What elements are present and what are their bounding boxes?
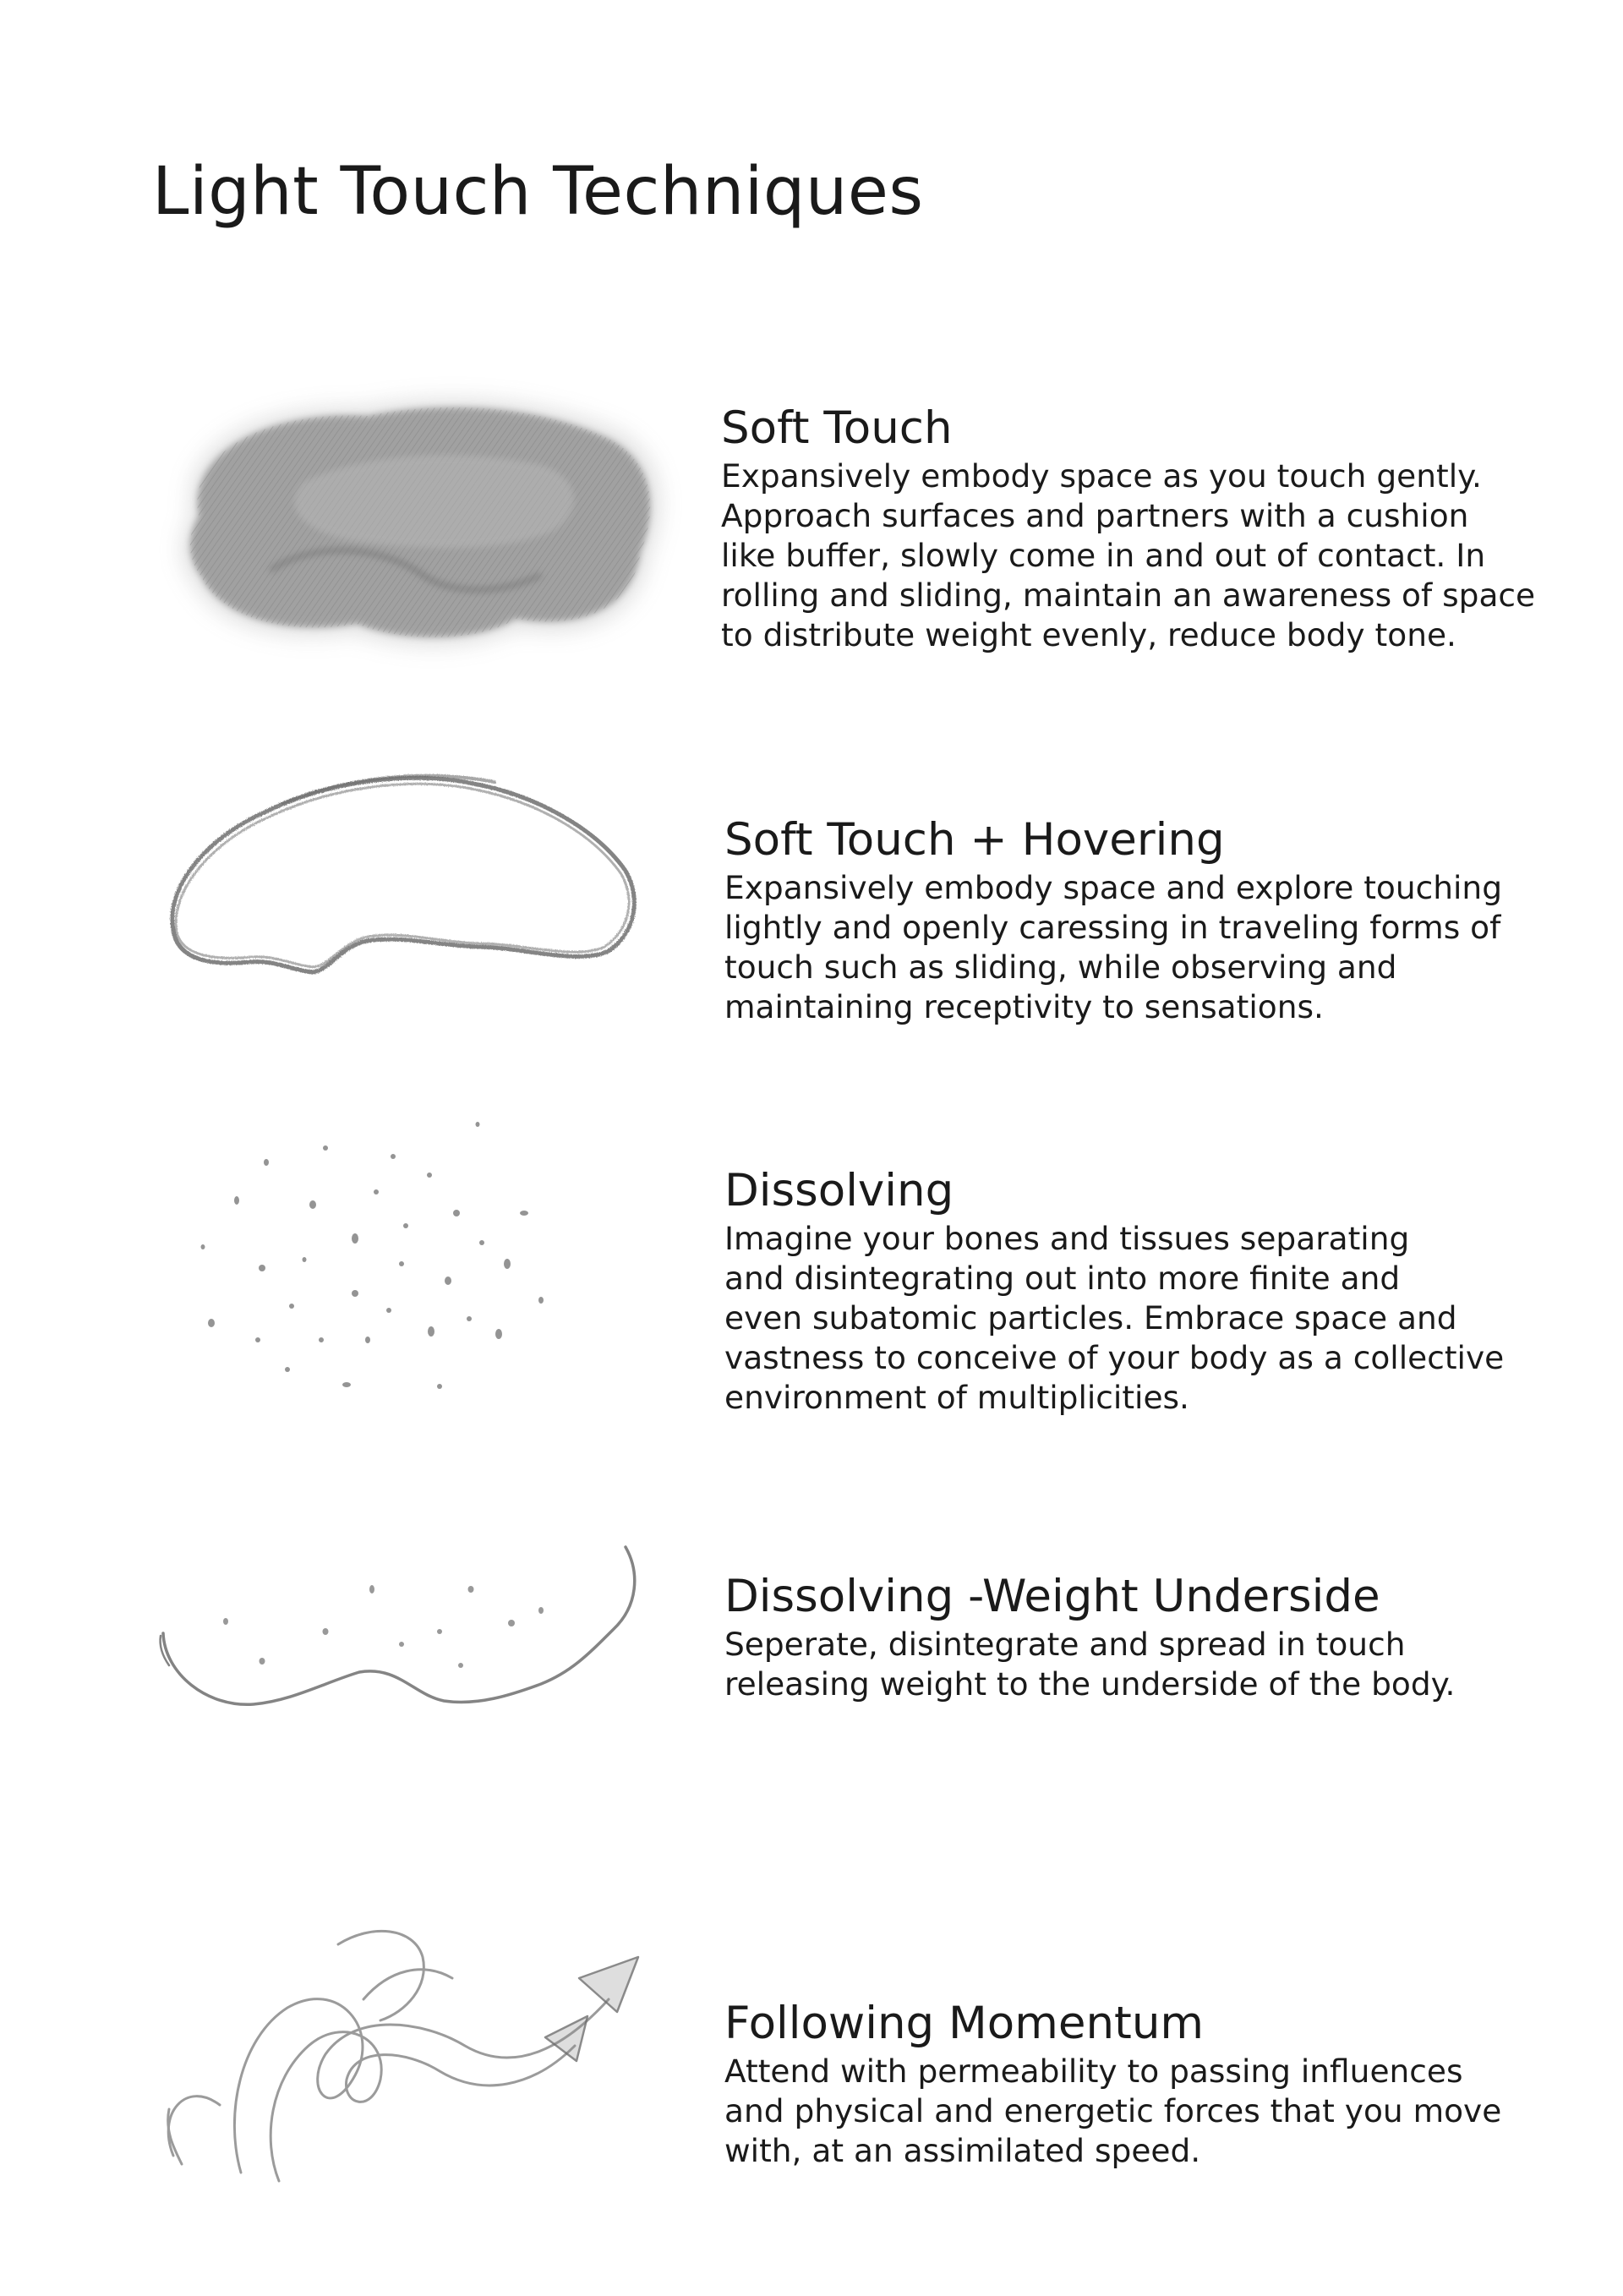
technique-description: Seperate, disintegrate and spread in touch releasing weight to the underside of the body. (724, 1626, 1456, 1703)
looping-arrows-icon (161, 1919, 668, 2189)
technique-title: Dissolving (724, 1165, 954, 1216)
scattered-dots-icon (186, 1116, 592, 1420)
technique-title: Soft Touch + Hovering (724, 814, 1225, 866)
technique-title: Following Momentum (724, 1998, 1205, 2049)
technique-description: Imagine your bones and tissues separating and disintegrating out into more finite and even subatomic particles. Embrace space and vastness to conceive of your body as a collective environment of multiplicities. (724, 1220, 1505, 1417)
dotted-wave-icon (156, 1539, 647, 1733)
technique-description: Attend with permeability to passing influences and physical and energetic forces that you move with, at an assimilated speed. (724, 2053, 1502, 2170)
technique-description: Expansively embody space and explore touching lightly and openly caressing in traveling forms of touch such as sliding, while observing and maintaining receptivity to sensations. (724, 869, 1502, 1026)
shaded-cloud-icon (144, 372, 685, 676)
technique-title: Dissolving -Weight Underside (724, 1571, 1380, 1622)
technique-title: Soft Touch (721, 402, 953, 454)
technique-description: Expansively embody space as you touch gently. Approach surfaces and partners with a cushion like buffer, slowly come in and out of contact. In rolling and sliding, maintain an awareness of space to distribute weight evenly, reduce body tone. (721, 457, 1536, 654)
cloud-outline-icon (156, 744, 647, 998)
page-title: Light Touch Techniques (152, 154, 924, 230)
